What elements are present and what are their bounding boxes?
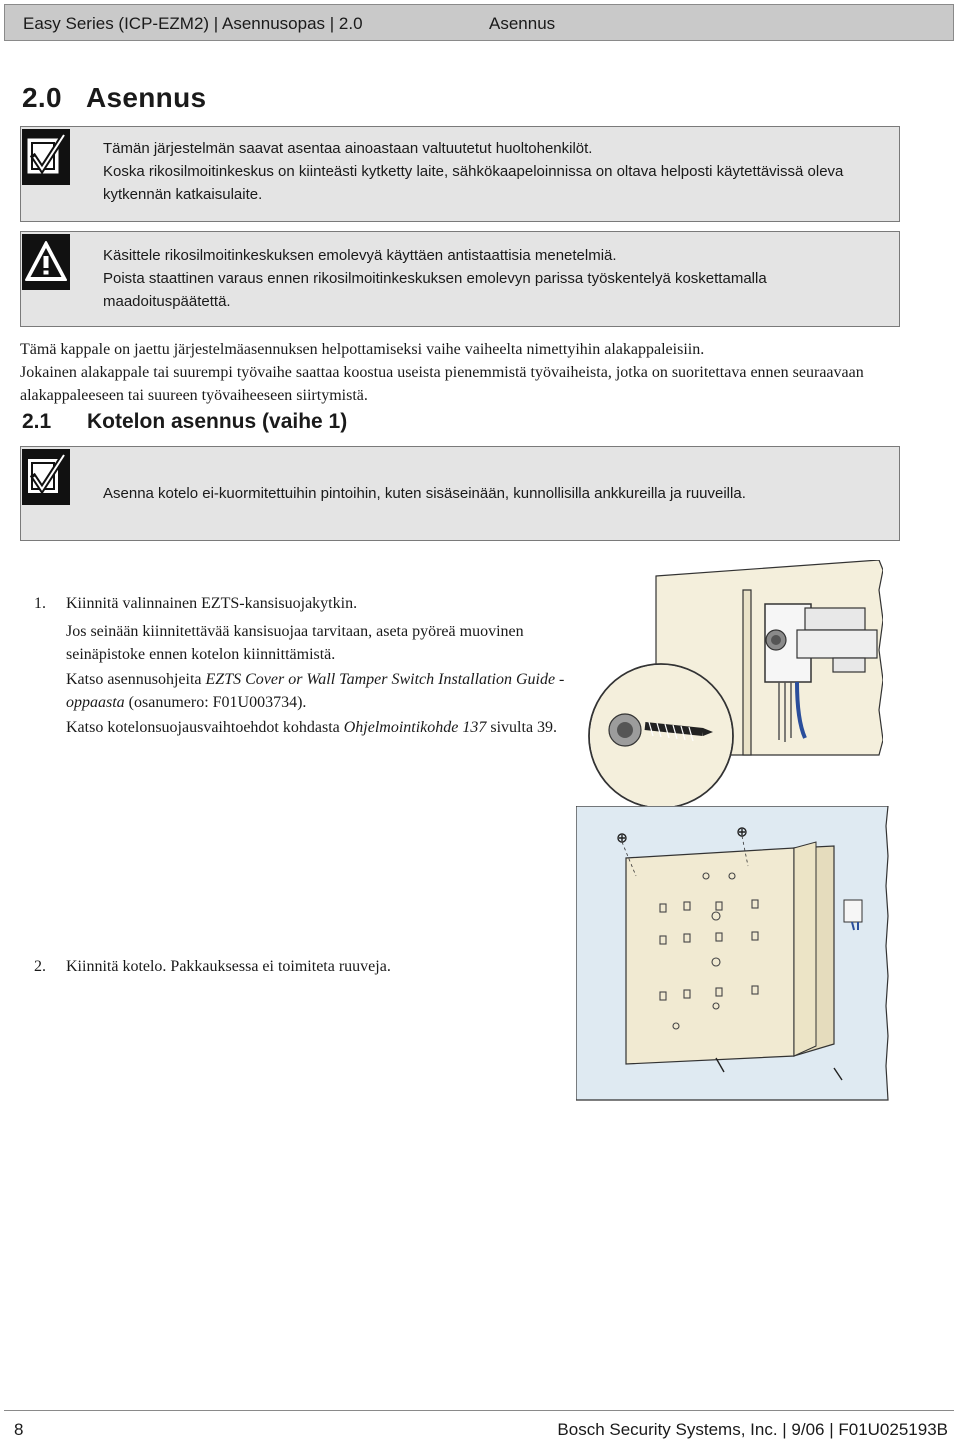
subsection-number: 2.1 xyxy=(22,410,52,433)
step-para: Katso asennusohjeita EZTS Cover or Wall Tamper Switch Installation Guide -oppaasta (osanumero: F01U003734). xyxy=(66,671,565,711)
intro-line: Jokainen alakappale tai suurempi työvaihe saattaa koostua useista pienemmistä työvaiheista, jotka on suoritettava ennen seuraavaan alakappaleeseen tai suureen työvaiheeseen siirtymistä. xyxy=(20,364,864,404)
step-para: Jos seinään kiinnitettävää kansisuojaa tarvitaan, aseta pyöreä muovinen seinäpistoke ennen kotelon kiinnittämistä. xyxy=(66,623,524,663)
notice-line: Käsittele rikosilmoitinkeskuksen emolevyä käyttäen antistaattisia menetelmiä. xyxy=(103,247,617,264)
step-title: Kiinnitä valinnainen EZTS-kansisuojakytkin. xyxy=(66,595,358,612)
notice-installer xyxy=(20,126,900,222)
intro-text xyxy=(20,338,900,407)
subsection-title: Kotelon asennus (vaihe 1) xyxy=(87,410,348,433)
page-header xyxy=(4,4,954,41)
warning-icon xyxy=(22,234,70,290)
page-number: 8 xyxy=(14,1420,24,1439)
checkbox-icon xyxy=(22,449,70,505)
notice-line: Asenna kotelo ei-kuormitettuihin pintoihin, kuten sisäseinään, kunnollisilla ankkureilla ja ruuveilla. xyxy=(103,485,746,502)
section-title: Asennus xyxy=(86,82,207,113)
subsection-heading xyxy=(22,410,347,434)
notice-line: Koska rikosilmoitinkeskus on kiinteästi kytketty laite, sähkökaapeloinnissa on oltava helposti käytettävissä oleva kytkennän katkaisulaite. xyxy=(103,163,844,203)
tamper-switch-illustration xyxy=(583,560,883,830)
section-number: 2.0 xyxy=(22,82,62,113)
notice-line: Poista staattinen varaus ennen rikosilmoitinkeskuksen emolevyn parissa työskentelyä koskettamalla maadoituspäätettä. xyxy=(103,270,767,310)
notice-mounting xyxy=(20,446,900,541)
footer-rule xyxy=(4,1410,954,1411)
header-section: Asennus xyxy=(489,14,556,33)
step-title: Kiinnitä kotelo. Pakkauksessa ei toimiteta ruuveja. xyxy=(66,958,391,975)
step-para: Katso kotelonsuojausvaihtoehdot kohdasta Ohjelmointikohde 137 sivulta 39. xyxy=(66,719,558,736)
intro-line: Tämä kappale on jaettu järjestelmäasennuksen helpottamiseksi vaihe vaiheelta nimettyihin alakappaleisiin. xyxy=(20,341,705,358)
enclosure-illustration xyxy=(576,806,890,1102)
footer-info: Bosch Security Systems, Inc. | 9/06 | F01U025193B xyxy=(557,1420,948,1439)
notice-antistatic xyxy=(20,231,900,327)
step-number: 2. xyxy=(34,958,46,975)
header-title: Easy Series (ICP-EZM2) | Asennusopas | 2.0 xyxy=(23,14,363,33)
section-heading xyxy=(22,82,206,114)
step-number: 1. xyxy=(34,595,46,612)
notice-line: Tämän järjestelmän saavat asentaa ainoastaan valtuutetut huoltohenkilöt. xyxy=(103,140,593,157)
checkbox-icon xyxy=(22,129,70,185)
